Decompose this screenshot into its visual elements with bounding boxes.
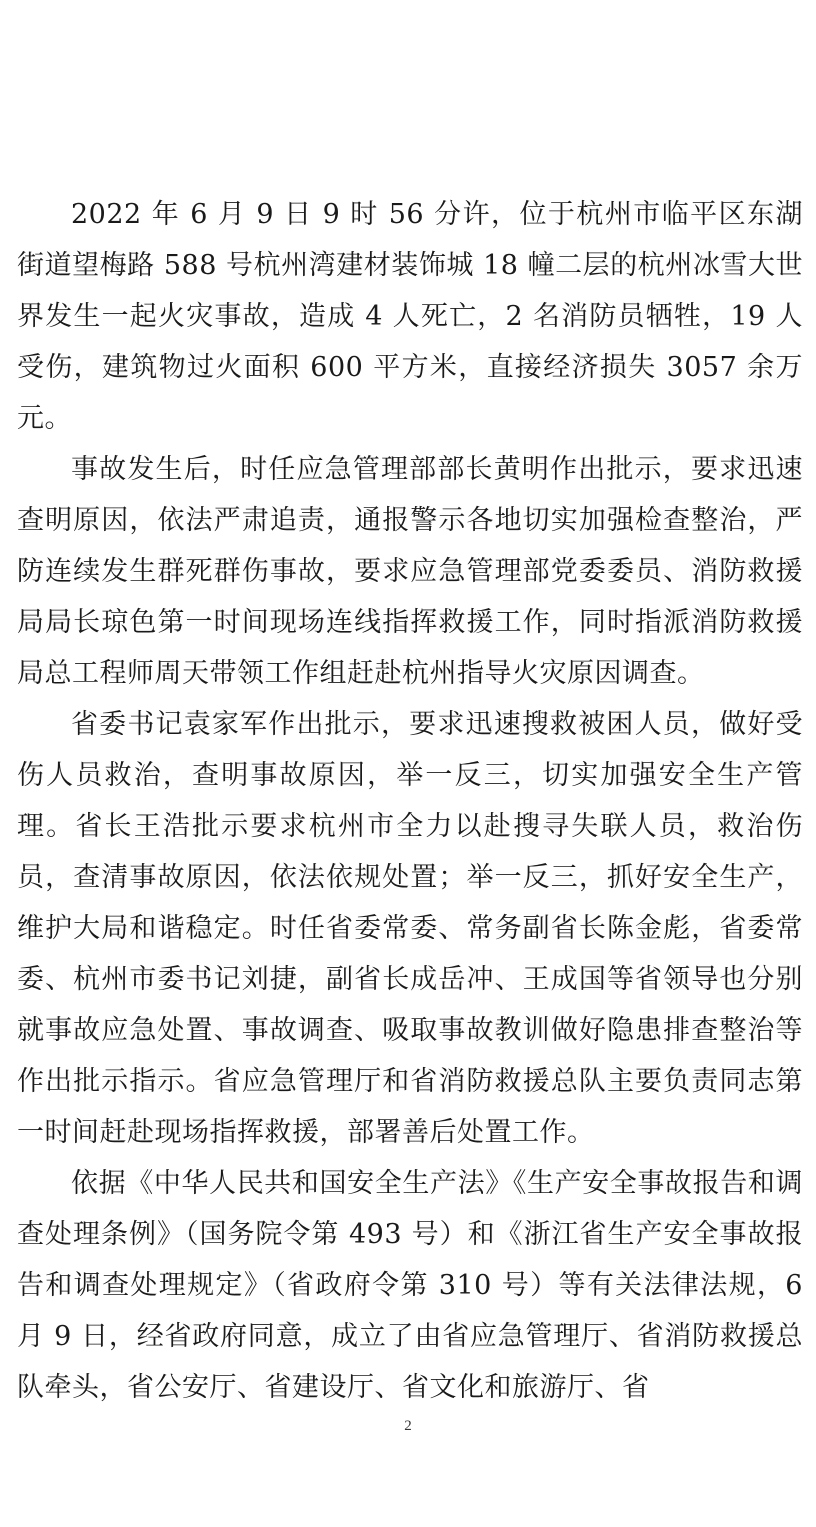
paragraph-legal-basis: 依据《中华人民共和国安全生产法》《生产安全事故报告和调查处理条例》（国务院令第 493 号）和《浙江省生产安全事故报告和调查处理规定》（省政府令第 310 号）等有关法律法规，6 月 9 日，经省政府同意，成立了由省应急管理厅、省消防救援总队牵头，省公安厅、省建设厅、省文化和旅游厅、省	[17, 1168, 803, 1403]
paragraph-provincial-response: 省委书记袁家军作出批示，要求迅速搜救被困人员，做好受伤人员救治，查明事故原因，举一反三，切实加强安全生产管理。省长王浩批示要求杭州市全力以赴搜寻失联人员，救治伤员，查清事故原因，依法依规处置；举一反三，抓好安全生产，维护大局和谐稳定。时任省委常委、常务副省长陈金彪，省委常委、杭州市委书记刘捷，副省长成岳冲、王成国等省领导也分别就事故应急处置、事故调查、吸取事故教训做好隐患排查整治等作出批示指示。省应急管理厅和省消防救援总队主要负责同志第一时间赶赴现场指挥救援，部署善后处置工作。	[17, 709, 803, 1148]
paragraph-ministry-response: 事故发生后，时任应急管理部部长黄明作出批示，要求迅速查明原因，依法严肃追责，通报警示各地切实加强检查整治，严防连续发生群死群伤事故，要求应急管理部党委委员、消防救援局局长琼色第一时间现场连线指挥救援工作，同时指派消防救援局总工程师周天带领工作组赶赴杭州指导火灾原因调查。	[17, 454, 803, 689]
document-body	[17, 189, 803, 1413]
paragraph-incident-summary: 2022 年 6 月 9 日 9 时 56 分许，位于杭州市临平区东湖街道望梅路 588 号杭州湾建材装饰城 18 幢二层的杭州冰雪大世界发生一起火灾事故，造成 4 人死亡，2 名消防员牺牲，19 人受伤，建筑物过火面积 600 平方米，直接经济损失 3057 余万元。	[17, 199, 803, 434]
page-number: 2	[404, 1418, 412, 1434]
